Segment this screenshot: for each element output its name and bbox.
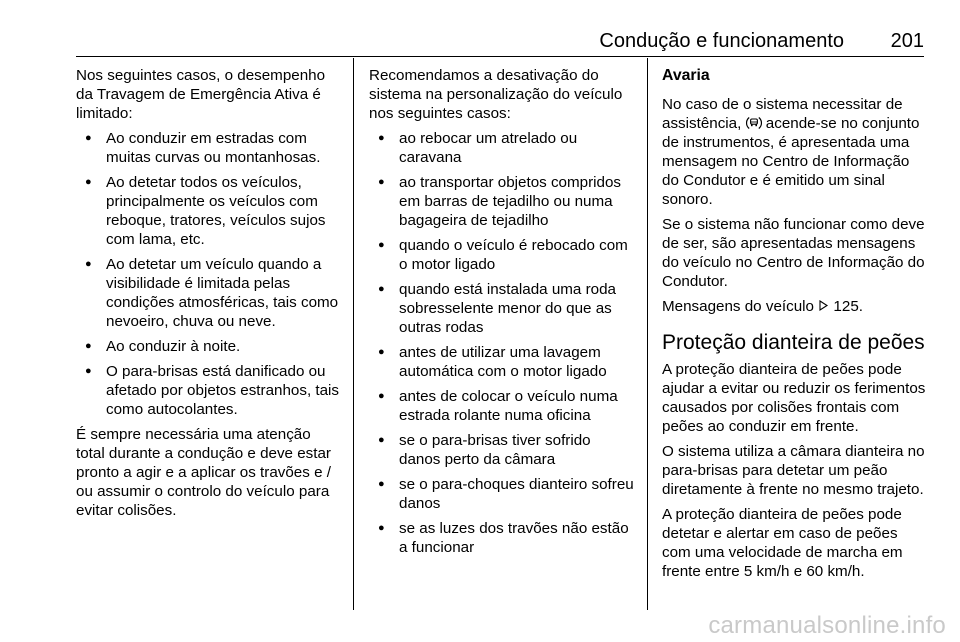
list-item: ● se o para-brisas tiver sofrido danos perto da câmara [369, 431, 635, 469]
page-reference-arrow-icon [818, 297, 829, 308]
collision-warning-lamp-icon [746, 115, 762, 131]
chapter-title: Condução e funcionamento [599, 30, 844, 52]
page-header [76, 27, 924, 55]
avaria-heading: Avaria [662, 67, 710, 84]
list-item: ● Ao detetar um veículo quando a visibilidade é limitada pelas condições atmosféricas, tais como nevoeiro, chuva ou neve. [76, 255, 342, 331]
list-item: ● se o para-choques dianteiro sofreu danos [369, 475, 635, 513]
column-divider-1 [353, 58, 354, 610]
section-title: Proteção dianteira de peões [662, 331, 925, 354]
list-item: ● quando está instalada uma roda sobresselente menor do que as outras rodas [369, 280, 635, 337]
header-rule [76, 56, 924, 57]
list-item: ● quando o veículo é rebocado com o motor ligado [369, 236, 635, 274]
page-number: 201 [890, 30, 924, 52]
list-item: ● O para-brisas está danificado ou afetado por objetos estranhos, tais como autocolantes. [76, 362, 342, 419]
col3-p3 [662, 297, 930, 316]
list-item: ● Ao detetar todos os veículos, principalmente os veículos com reboque, tratores, veículos sujos com lama, etc. [76, 173, 342, 249]
col3-p2: Se o sistema não funcionar como deve de ser, são apresentadas mensagens do veículo no Centro de Informação do Condutor. [662, 216, 925, 290]
col3-p1-text-b: acende-se no conjunto de instrumentos, é apresentada uma mensagem no Centro de Informação do Condutor e é emitido um sinal sonoro. [662, 115, 920, 208]
col3-p4: A proteção dianteira de peões pode ajudar a evitar ou reduzir os ferimentos causados por colisões frontais com peões ao conduzir em frente. [662, 361, 926, 435]
list-item: ● ao rebocar um atrelado ou caravana [369, 129, 635, 167]
col3-p3-ref: 125. [829, 298, 863, 315]
watermark: carmanualsonline.info [708, 612, 946, 639]
col1-intro: Nos seguintes casos, o desempenho da Travagem de Emergência Ativa é limitado: [76, 67, 326, 122]
column-2 [369, 66, 635, 563]
col1-bullet-list [76, 129, 342, 419]
col3-p6: A proteção dianteira de peões pode detetar e alertar em caso de peões com uma velocidade de marcha em frente entre 5 km/h e 60 km/h. [662, 506, 903, 580]
list-item: ● antes de utilizar uma lavagem automática com o motor ligado [369, 343, 635, 381]
column-3 [662, 66, 930, 587]
column-1 [76, 66, 342, 526]
col3-p1-text-a: No caso de o sistema necessitar de assistência, [662, 96, 903, 132]
column-divider-2 [647, 58, 648, 610]
list-item: ● Ao conduzir em estradas com muitas curvas ou montanhosas. [76, 129, 342, 167]
col3-p3-text: Mensagens do veículo [662, 298, 819, 315]
col3-p5: O sistema utiliza a câmara dianteira no para-brisas para detetar um peão diretamente à frente no mesmo trajeto. [662, 443, 925, 498]
list-item: ● Ao conduzir à noite. [76, 337, 342, 356]
col2-intro: Recomendamos a desativação do sistema na personalização do veículo nos seguintes casos: [369, 67, 623, 122]
list-item: ● ao transportar objetos compridos em barras de tejadilho ou numa bagageira de tejadilho [369, 173, 635, 230]
col3-p1 [662, 95, 930, 209]
col2-bullet-list [369, 129, 635, 557]
list-item: ● antes de colocar o veículo numa estrada rolante numa oficina [369, 387, 635, 425]
list-item: ● se as luzes dos travões não estão a funcionar [369, 519, 635, 557]
col1-closing: É sempre necessária uma atenção total durante a condução e deve estar pronto a agir e a aplicar os travões e / ou assumir o controlo do veículo para evitar colisões. [76, 426, 331, 519]
